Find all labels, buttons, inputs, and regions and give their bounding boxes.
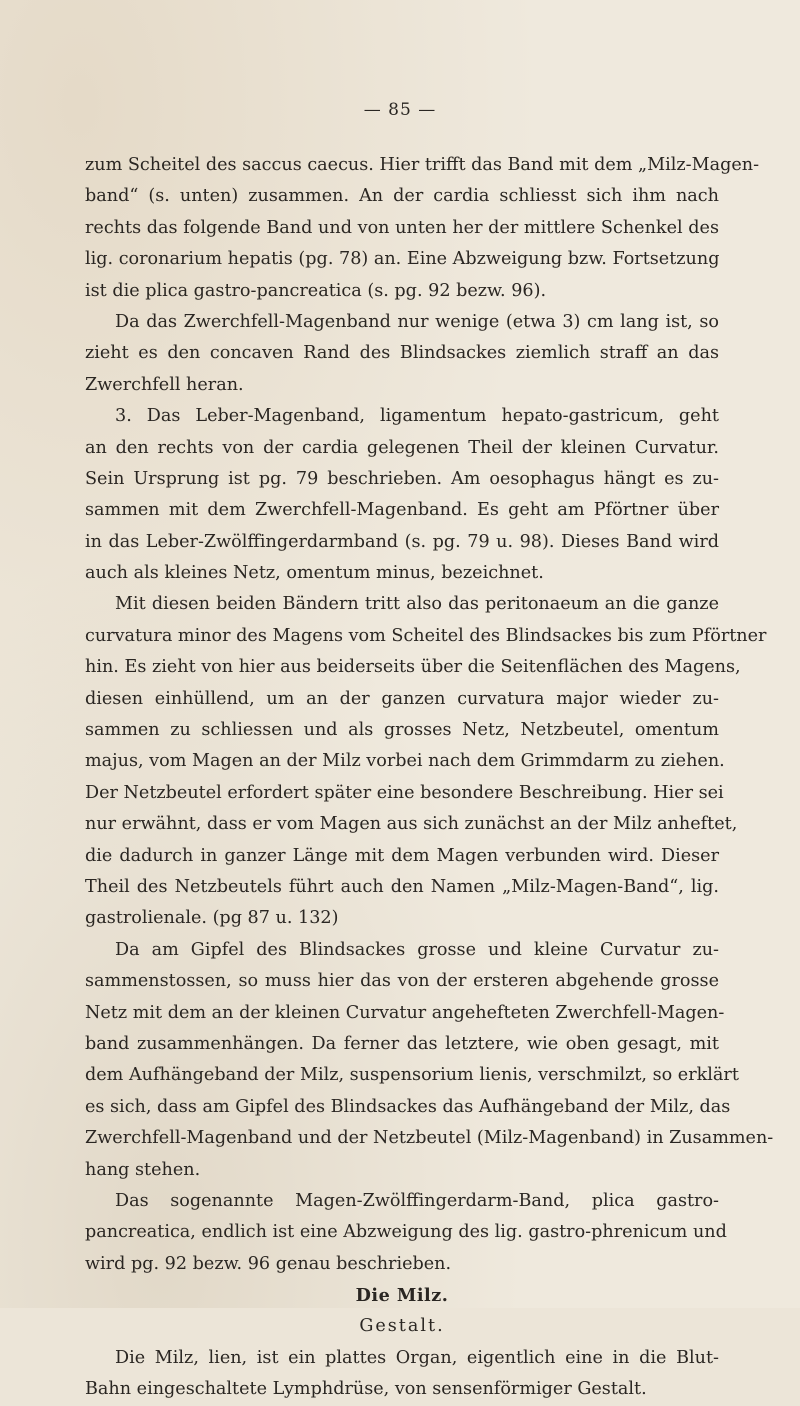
text-line: wird pg. 92 bezw. 96 genau beschrieben. xyxy=(85,1253,452,1274)
text-line: auch als kleines Netz, omentum minus, bezeichnet. xyxy=(85,563,544,584)
text-line: an den rechts von der cardia gelegenen Theil der kleinen Curvatur. xyxy=(85,437,719,458)
text-line: Mit diesen beiden Bändern tritt also das peritonaeum an die ganze xyxy=(115,594,719,615)
text-line: sammen mit dem Zwerchfell-Magenband. Es geht am Pförtner über xyxy=(85,500,719,521)
text-line: Die Milz, lien, ist ein plattes Organ, eigentlich eine in die Blut- xyxy=(115,1347,719,1368)
text-line: hang stehen. xyxy=(85,1159,201,1180)
text-line: zieht es den concaven Rand des Blindsackes ziemlich straff an das xyxy=(85,343,719,364)
text-line: sammen zu schliessen und als grosses Netz, Netzbeutel, omentum xyxy=(85,720,719,741)
text-line: die dadurch in ganzer Länge mit dem Magen verbunden wird. Dieser xyxy=(85,845,719,866)
text-line: curvatura minor des Magens vom Scheitel des Blindsackes bis zum Pförtner xyxy=(85,625,767,646)
text-line: hin. Es zieht von hier aus beiderseits über die Seitenflächen des Magens, xyxy=(85,657,741,678)
page-number: — 85 — xyxy=(363,100,437,120)
text-line: es sich, dass am Gipfel des Blindsackes das Aufhängeband der Milz, das xyxy=(85,1096,731,1117)
text-line: band“ (s. unten) zusammen. An der cardia schliesst sich ihm nach xyxy=(85,186,719,207)
text-line: sammenstossen, so muss hier das von der ersteren abgehende grosse xyxy=(85,971,719,992)
text-line: Der Netzbeutel erfordert später eine besondere Beschreibung. Hier sei xyxy=(85,782,724,803)
text-line: band zusammenhängen. Da ferner das letztere, wie oben gesagt, mit xyxy=(85,1033,719,1054)
text-line: Sein Ursprung ist pg. 79 beschrieben. Am oesophagus hängt es zu- xyxy=(85,468,719,489)
text-line: Theil des Netzbeutels führt auch den Namen „Milz-Magen-Band“, lig. xyxy=(85,876,719,897)
text-line: diesen einhüllend, um an der ganzen curvatura major wieder zu- xyxy=(85,688,719,709)
text-line: zum Scheitel des saccus caecus. Hier trifft das Band mit dem „Milz-Magen- xyxy=(85,155,760,175)
text-line: Das sogenannte Magen-Zwölffingerdarm-Band, plica gastro- xyxy=(115,1190,719,1211)
text-line: ist die plica gastro-pancreatica (s. pg. 92 bezw. 96). xyxy=(85,280,547,301)
text-line: pancreatica, endlich ist eine Abzweigung des lig. gastro-phrenicum und xyxy=(85,1222,727,1243)
section-heading: Die Milz. xyxy=(355,1285,449,1307)
text-line: lig. coronarium hepatis (pg. 78) an. Eine Abzweigung bzw. Fortsetzung xyxy=(85,249,720,270)
body-text xyxy=(85,150,774,1406)
text-line: rechts das folgende Band und von unten her der mittlere Schenkel des xyxy=(85,217,719,238)
text-line: nur erwähnt, dass er vom Magen aus sich zunächst an der Milz anheftet, xyxy=(85,814,738,835)
text-line: Bahn eingeschaltete Lymphdrüse, von sensenförmiger Gestalt. xyxy=(85,1379,647,1400)
text-line: Netz mit dem an der kleinen Curvatur angehefteten Zwerchfell-Magen- xyxy=(85,1002,725,1023)
text-line: Zwerchfell heran. xyxy=(85,374,244,395)
text-line: Da das Zwerchfell-Magenband nur wenige (etwa 3) cm lang ist, so xyxy=(115,311,719,332)
text-line: gastrolienale. (pg 87 u. 132) xyxy=(85,908,339,929)
text-line: Zwerchfell-Magenband und der Netzbeutel (Milz-Magenband) in Zusammen- xyxy=(85,1128,774,1149)
text-line: 3. Das Leber-Magenband, ligamentum hepato-gastricum, geht xyxy=(115,406,719,427)
section-subheading: Gestalt. xyxy=(359,1316,445,1337)
text-line: dem Aufhängeband der Milz, suspensorium lienis, verschmilzt, so erklärt xyxy=(85,1065,739,1086)
text-line: in das Leber-Zwölffingerdarmband (s. pg. 79 u. 98). Dieses Band wird xyxy=(85,531,719,552)
text-line: Da am Gipfel des Blindsackes grosse und kleine Curvatur zu- xyxy=(115,939,719,960)
text-line: majus, vom Magen an der Milz vorbei nach dem Grimmdarm zu ziehen. xyxy=(85,751,725,772)
